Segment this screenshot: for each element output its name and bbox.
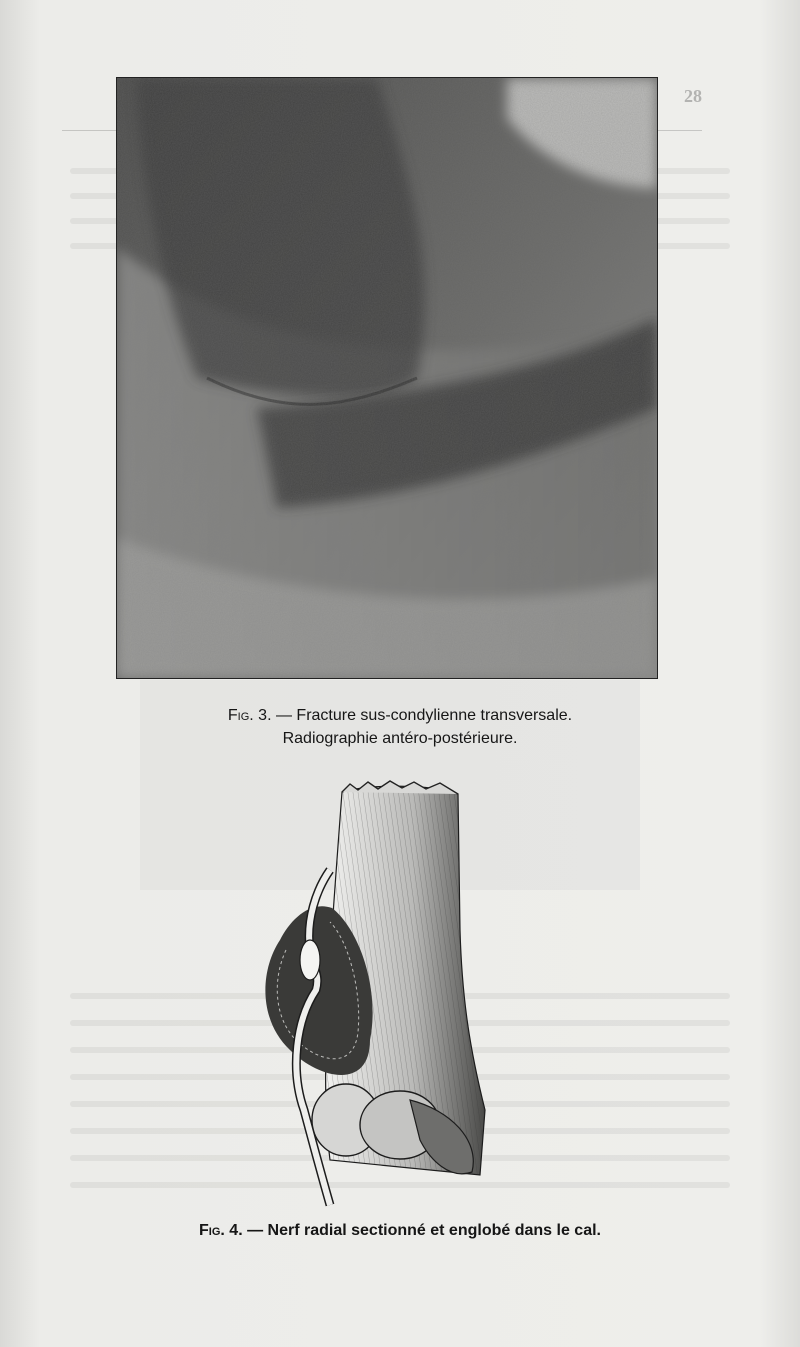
figure-3-caption-line2: Radiographie antéro-postérieure. <box>282 730 518 747</box>
figure-4-caption <box>0 1222 800 1240</box>
engraving-illustration <box>250 780 490 1210</box>
page-number: 28 <box>684 86 702 106</box>
figure-3-caption <box>0 707 800 725</box>
figure-4-caption-text: — Nerf radial sectionné et englobé dans le cal. <box>247 1222 601 1239</box>
figure-4-label: Fig. 4. <box>199 1222 243 1239</box>
figure-3-caption-text: — Fracture sus-condylienne transversale. <box>275 707 573 724</box>
figure-3-label: Fig. 3. <box>227 707 272 724</box>
xray-radiograph <box>116 77 658 679</box>
